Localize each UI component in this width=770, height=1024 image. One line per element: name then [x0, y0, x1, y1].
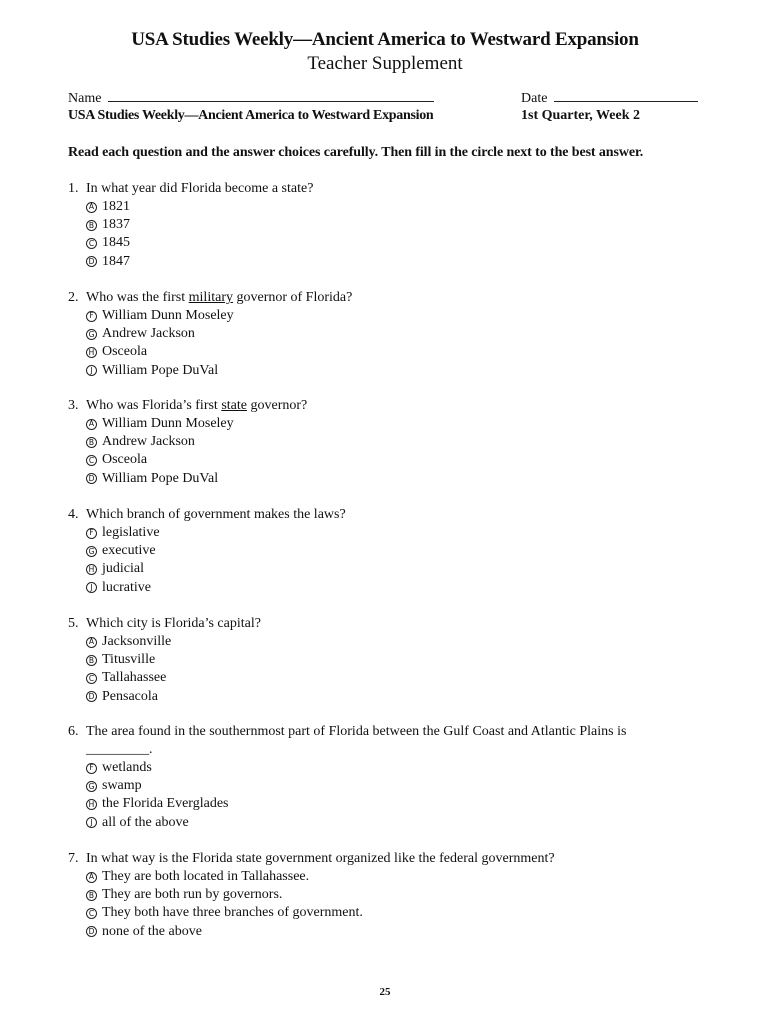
answer-bubble-icon[interactable]: J — [86, 817, 97, 828]
question-number: 7. — [68, 851, 79, 866]
answer-bubble-icon[interactable]: F — [86, 311, 97, 322]
answer-choice[interactable] — [68, 777, 708, 795]
answer-choice[interactable] — [68, 886, 708, 904]
answer-choice[interactable] — [68, 633, 708, 651]
answer-choice[interactable] — [68, 542, 708, 560]
question-number: 2. — [68, 290, 79, 305]
answer-choice[interactable] — [68, 253, 708, 271]
answer-choice[interactable] — [68, 307, 708, 325]
answer-bubble-icon[interactable]: D — [86, 473, 97, 484]
answer-bubble-icon[interactable]: A — [86, 419, 97, 430]
date-blank[interactable] — [554, 90, 698, 102]
answer-text: Osceola — [102, 452, 148, 468]
answer-choice[interactable] — [68, 234, 708, 252]
question-text-post: governor? — [246, 398, 308, 413]
answer-bubble-icon[interactable]: A — [86, 872, 97, 883]
answer-bubble-icon[interactable]: D — [86, 691, 97, 702]
answer-bubble-icon[interactable]: H — [86, 564, 97, 575]
answer-choice[interactable] — [68, 923, 708, 941]
answer-choice[interactable] — [68, 868, 708, 886]
answer-bubble-icon[interactable]: J — [86, 365, 97, 376]
question-text — [86, 397, 708, 415]
answer-bubble-icon[interactable]: A — [86, 202, 97, 213]
question-number: 3. — [68, 398, 79, 413]
question-3 — [68, 397, 708, 488]
answer-choice[interactable] — [68, 198, 708, 216]
question-1 — [68, 180, 708, 271]
answer-text: William Dunn Moseley — [102, 416, 234, 431]
question-text — [86, 615, 708, 633]
answer-text: William Pope DuVal — [102, 470, 219, 486]
answer-text: 1837 — [102, 217, 130, 233]
answer-bubble-icon[interactable]: B — [86, 437, 97, 448]
question-text — [86, 289, 708, 307]
question-number: 1. — [68, 181, 79, 196]
answer-choice[interactable] — [68, 759, 708, 777]
answer-bubble-icon[interactable]: C — [86, 455, 97, 466]
answer-choice[interactable] — [68, 451, 708, 469]
answer-choice[interactable] — [68, 362, 708, 380]
answer-bubble-icon[interactable]: C — [86, 908, 97, 919]
question-7 — [68, 850, 708, 941]
answer-bubble-icon[interactable]: B — [86, 890, 97, 901]
question-text-pre: Who was the first — [86, 290, 189, 305]
answer-choice[interactable] — [68, 216, 708, 234]
answer-choice[interactable] — [68, 560, 708, 578]
answer-choice[interactable] — [68, 325, 708, 343]
instructions: Read each question and the answer choices carefully. Then fill in the circle next to the best answer. — [68, 145, 644, 160]
answer-choice[interactable] — [68, 524, 708, 542]
answer-bubble-icon[interactable]: D — [86, 926, 97, 937]
question-emphasis: state — [221, 398, 247, 413]
answer-bubble-icon[interactable]: F — [86, 528, 97, 539]
question-stem — [68, 615, 708, 633]
question-number: 6. — [68, 724, 79, 739]
answer-bubble-icon[interactable]: H — [86, 799, 97, 810]
answer-text: swamp — [102, 778, 142, 794]
answer-choice[interactable] — [68, 651, 708, 669]
answer-bubble-icon[interactable]: G — [86, 546, 97, 557]
answer-text: Tallahassee — [102, 670, 167, 686]
question-stem — [68, 180, 708, 198]
answer-bubble-icon[interactable]: B — [86, 655, 97, 666]
answer-text: Pensacola — [102, 688, 158, 704]
answer-bubble-icon[interactable]: F — [86, 763, 97, 774]
answer-text: 1821 — [102, 199, 130, 214]
question-stem — [68, 506, 708, 524]
question-text-pre: In what year did Florida become a state? — [86, 181, 314, 196]
name-line — [68, 90, 434, 107]
answer-text: They are both run by governors. — [102, 887, 283, 903]
question-stem — [68, 289, 708, 307]
question-5 — [68, 615, 708, 706]
answer-blank: _________. — [86, 742, 153, 757]
question-number: 5. — [68, 616, 79, 631]
answer-text: wetlands — [102, 760, 152, 775]
question-text — [86, 180, 708, 198]
answer-text: Andrew Jackson — [102, 326, 195, 342]
publication-label: USA Studies Weekly—Ancient America to Westward Expansion — [68, 108, 434, 123]
answer-text: 1847 — [102, 253, 130, 269]
question-text-pre: Which city is Florida’s capital? — [86, 616, 261, 631]
answer-text: Titusville — [102, 652, 156, 668]
page-title: USA Studies Weekly—Ancient America to Westward Expansion — [131, 29, 639, 50]
question-text-pre: In what way is the Florida state government organized like the federal government? — [86, 851, 555, 866]
page-subtitle: Teacher Supplement — [307, 53, 463, 74]
question-emphasis: military — [188, 290, 233, 305]
answer-bubble-icon[interactable]: G — [86, 781, 97, 792]
answer-text: none of the above — [102, 923, 202, 939]
answer-bubble-icon[interactable]: H — [86, 347, 97, 358]
answer-bubble-icon[interactable]: J — [86, 582, 97, 593]
quarter-week-label: 1st Quarter, Week 2 — [521, 108, 640, 123]
question-text — [86, 723, 708, 741]
question-stem — [68, 850, 708, 868]
answer-text: They both have three branches of government. — [102, 905, 363, 921]
question-stem — [68, 397, 708, 415]
answer-bubble-icon[interactable]: A — [86, 637, 97, 648]
answer-bubble-icon[interactable]: G — [86, 329, 97, 340]
answer-choice[interactable] — [68, 433, 708, 451]
answer-bubble-icon[interactable]: C — [86, 673, 97, 684]
answer-text: Osceola — [102, 344, 148, 360]
question-text — [86, 506, 708, 524]
answer-text: William Pope DuVal — [102, 362, 219, 378]
answer-choice[interactable] — [68, 579, 708, 597]
date-label: Date — [521, 91, 548, 106]
answer-choice[interactable] — [68, 904, 708, 922]
answer-choice[interactable] — [68, 415, 708, 433]
answer-choice[interactable] — [68, 669, 708, 687]
name-blank[interactable] — [108, 90, 434, 102]
question-text-pre: Which branch of government makes the laws? — [86, 507, 346, 522]
answer-text: Andrew Jackson — [102, 434, 195, 450]
answer-choice[interactable] — [68, 814, 708, 832]
answer-text: Jacksonville — [102, 634, 172, 649]
answer-text: They are both located in Tallahassee. — [102, 869, 310, 884]
answer-text: William Dunn Moseley — [102, 308, 234, 323]
page-number: 25 — [379, 986, 391, 998]
question-stem — [68, 723, 708, 741]
answer-bubble-icon[interactable]: B — [86, 220, 97, 231]
question-text-pre: The area found in the southernmost part of Florida between the Gulf Coast and Atlantic Plains is — [86, 724, 627, 739]
answer-choice[interactable] — [68, 470, 708, 488]
answer-choice[interactable] — [68, 688, 708, 706]
name-label: Name — [68, 91, 102, 106]
date-line — [521, 90, 698, 107]
answer-choice[interactable] — [68, 795, 708, 813]
answer-choice[interactable] — [68, 343, 708, 361]
question-4 — [68, 506, 708, 597]
answer-text: lucrative — [102, 579, 151, 595]
question-text — [86, 850, 708, 868]
answer-text: executive — [102, 543, 156, 559]
answer-bubble-icon[interactable]: D — [86, 256, 97, 267]
question-6 — [68, 723, 708, 832]
question-text-pre: Who was Florida’s first — [86, 398, 222, 413]
answer-text: judicial — [102, 561, 144, 577]
answer-text: all of the above — [102, 814, 189, 830]
answer-text: the Florida Everglades — [102, 796, 229, 812]
answer-bubble-icon[interactable]: C — [86, 238, 97, 249]
question-number: 4. — [68, 507, 79, 522]
answer-text: 1845 — [102, 235, 130, 251]
question-2 — [68, 289, 708, 380]
question-text-post: governor of Florida? — [232, 290, 353, 305]
answer-text: legislative — [102, 525, 160, 540]
